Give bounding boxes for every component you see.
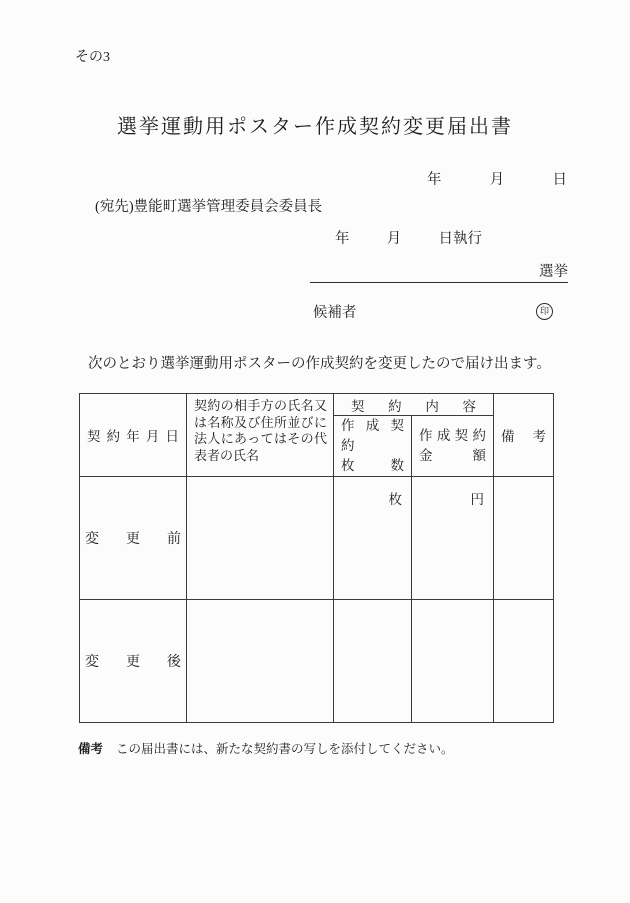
after-remarks-cell bbox=[494, 600, 554, 723]
amount-unit-label: 円 bbox=[470, 492, 484, 507]
election-name-blank-line bbox=[310, 260, 568, 283]
year-label: 年 bbox=[427, 172, 442, 188]
after-amount-cell bbox=[412, 600, 494, 723]
exec-year-label: 年 bbox=[335, 231, 350, 247]
intro-text: 次のとおり選挙運動用ポスターの作成契約を変更したので届け出ます。 bbox=[88, 356, 551, 372]
exec-month-label: 月 bbox=[386, 231, 402, 247]
row-label-before: 変 更 前 bbox=[80, 477, 187, 600]
election-exec-date-line bbox=[335, 227, 482, 248]
row-label-after: 変 更 後 bbox=[80, 600, 187, 723]
note-label: 備考 bbox=[78, 742, 104, 756]
note-text: この届出書には、新たな契約書の写しを添付してください。 bbox=[116, 742, 454, 756]
day-label: 日 bbox=[552, 172, 567, 188]
addressee: (宛先)豊能町選挙管理委員会委員長 bbox=[95, 199, 323, 215]
election-label: 選挙 bbox=[539, 264, 568, 280]
seal-icon: 印 bbox=[536, 303, 553, 320]
submission-date-line bbox=[427, 168, 567, 189]
before-remarks-cell bbox=[494, 477, 554, 600]
contract-change-table bbox=[79, 393, 554, 723]
after-sheets-cell bbox=[334, 600, 412, 723]
footer-note bbox=[78, 739, 454, 757]
col-header-contract-content: 契 約 内 容 bbox=[334, 394, 494, 416]
table-row-after-change bbox=[80, 600, 554, 723]
col-header-contract-date: 契 約 年 月 日 bbox=[80, 394, 187, 477]
col-header-sheets: 作 成 契 約 枚 数 bbox=[334, 416, 412, 477]
col-header-remarks: 備 考 bbox=[494, 394, 554, 477]
sheets-unit-label: 枚 bbox=[388, 492, 402, 507]
col-header-amount: 作 成 契 約 金 額 bbox=[412, 416, 494, 477]
candidate-line bbox=[313, 301, 553, 322]
table-row-before-change bbox=[80, 477, 554, 600]
before-party-cell bbox=[187, 477, 334, 600]
before-sheets-cell bbox=[334, 477, 412, 600]
col-header-contract-party: 契約の相手方の氏名又は名称及び住所並びに法人にあってはその代表者の氏名 bbox=[187, 394, 334, 477]
candidate-label: 候補者 bbox=[313, 305, 357, 321]
exec-day-label: 日執行 bbox=[438, 231, 482, 247]
after-party-cell bbox=[187, 600, 334, 723]
corner-label: その3 bbox=[75, 50, 110, 65]
page-title: 選挙運動用ポスター作成契約変更届出書 bbox=[117, 116, 513, 138]
before-amount-cell bbox=[412, 477, 494, 600]
month-label: 月 bbox=[489, 172, 505, 188]
